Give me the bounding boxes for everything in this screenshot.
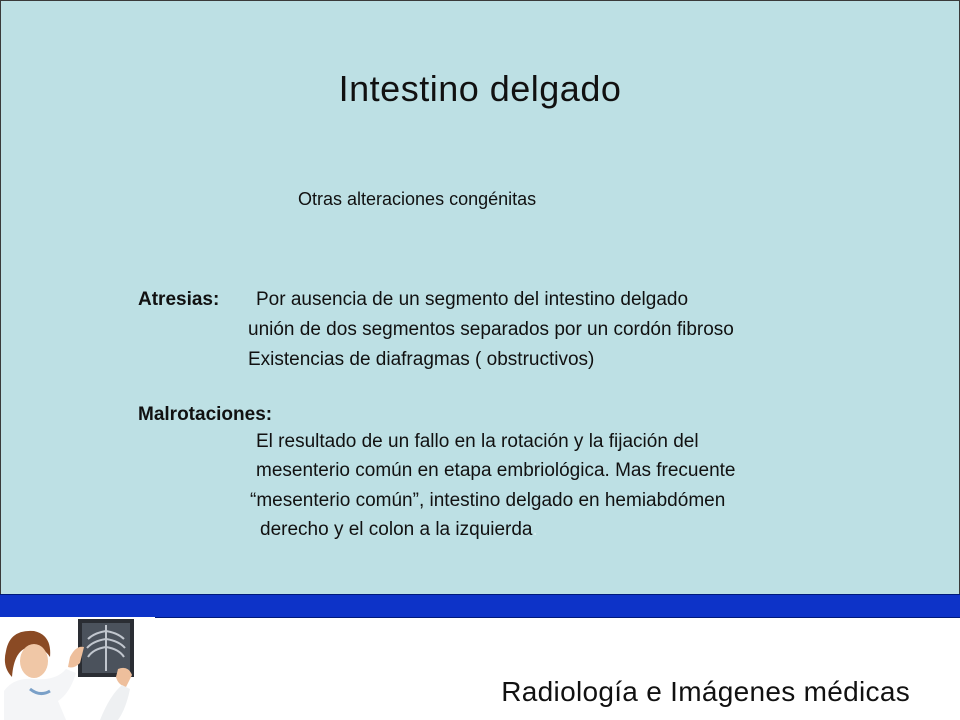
slide-title: Intestino delgado [338, 68, 622, 109]
atresias-line-1: Por ausencia de un segmento del intestino delgado [256, 289, 689, 310]
malrotaciones-line-4: derecho y el colon a la izquierda. [260, 519, 538, 540]
malrotaciones-line-1: El resultado de un fallo en la rotación y la fijación del [256, 431, 699, 452]
atresias-line-2: unión de dos segmentos separados por un cordón fibroso [248, 319, 734, 340]
slide-subtitle: Otras alteraciones congénitas [298, 189, 537, 209]
atresias-label: Atresias: [138, 289, 220, 310]
atresias-line-3: Existencias de diafragmas ( obstructivos) [248, 349, 595, 370]
footer-title: Radiología e Imágenes médicas [501, 676, 910, 707]
malrotaciones-label: Malrotaciones: [138, 404, 273, 425]
malrotaciones-line-3: “mesenterio común”, intestino delgado en hemiabdómen [250, 490, 726, 511]
doctor-xray-photo [0, 617, 155, 720]
blue-band [0, 594, 960, 618]
malrotaciones-line-2: mesenterio común en etapa embriológica. Mas frecuente [256, 460, 736, 481]
